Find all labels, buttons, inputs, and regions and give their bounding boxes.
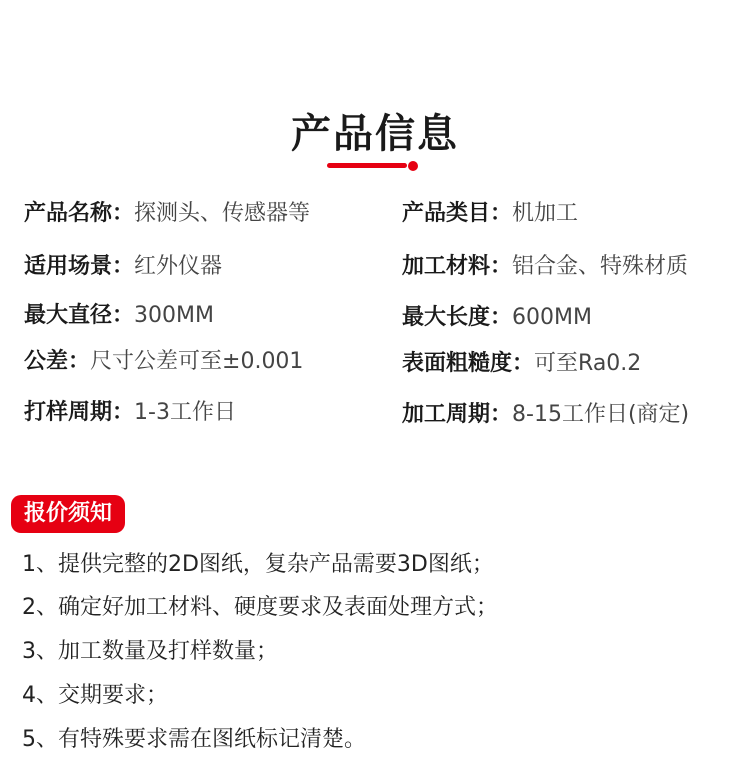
info-row-scenario (24, 252, 222, 282)
info-label: 加工周期： (402, 402, 513, 427)
info-value: 机加工 (512, 201, 579, 226)
info-label: 适用场景： (24, 254, 135, 279)
info-label: 产品类目： (402, 201, 513, 226)
info-label: 公差： (24, 349, 91, 374)
info-row-material (402, 252, 688, 282)
info-row-sample-cycle (24, 398, 236, 428)
title-underline-dot (408, 161, 418, 171)
info-value: 600MM (512, 305, 592, 330)
info-value: 300MM (134, 303, 214, 328)
info-row-category (402, 199, 578, 229)
notice-item-4: 4、交期要求； (22, 683, 168, 708)
info-row-max-diameter (24, 301, 214, 331)
info-value: 探测头、传感器等 (134, 201, 311, 226)
title-underline (327, 163, 407, 168)
info-row-tolerance (24, 347, 303, 377)
info-value: 1-3工作日 (134, 400, 236, 425)
info-value: 红外仪器 (134, 254, 223, 279)
notice-item-5: 5、有特殊要求需在图纸标记清楚。 (22, 727, 366, 752)
page-title: 产品信息 (291, 111, 459, 157)
info-value: 铝合金、特殊材质 (512, 254, 689, 279)
quote-notice-badge: 报价须知 (11, 495, 125, 533)
info-row-product-name (24, 199, 310, 229)
info-row-surface-roughness (402, 349, 641, 379)
info-row-max-length (402, 303, 592, 333)
notice-item-1: 1、提供完整的2D图纸，复杂产品需要3D图纸； (22, 552, 494, 577)
notice-item-2: 2、确定好加工材料、硬度要求及表面处理方式； (22, 595, 498, 620)
info-row-process-cycle (402, 400, 689, 430)
info-label: 表面粗糙度： (402, 351, 535, 376)
notice-item-3: 3、加工数量及打样数量； (22, 639, 278, 664)
info-label: 最大直径： (24, 303, 135, 328)
info-label: 最大长度： (402, 305, 513, 330)
info-value: 尺寸公差可至±0.001 (90, 349, 304, 374)
info-value: 可至Ra0.2 (534, 351, 642, 376)
info-label: 产品名称： (24, 201, 135, 226)
info-label: 打样周期： (24, 400, 135, 425)
info-value: 8-15工作日(商定) (512, 402, 690, 427)
info-label: 加工材料： (402, 254, 513, 279)
